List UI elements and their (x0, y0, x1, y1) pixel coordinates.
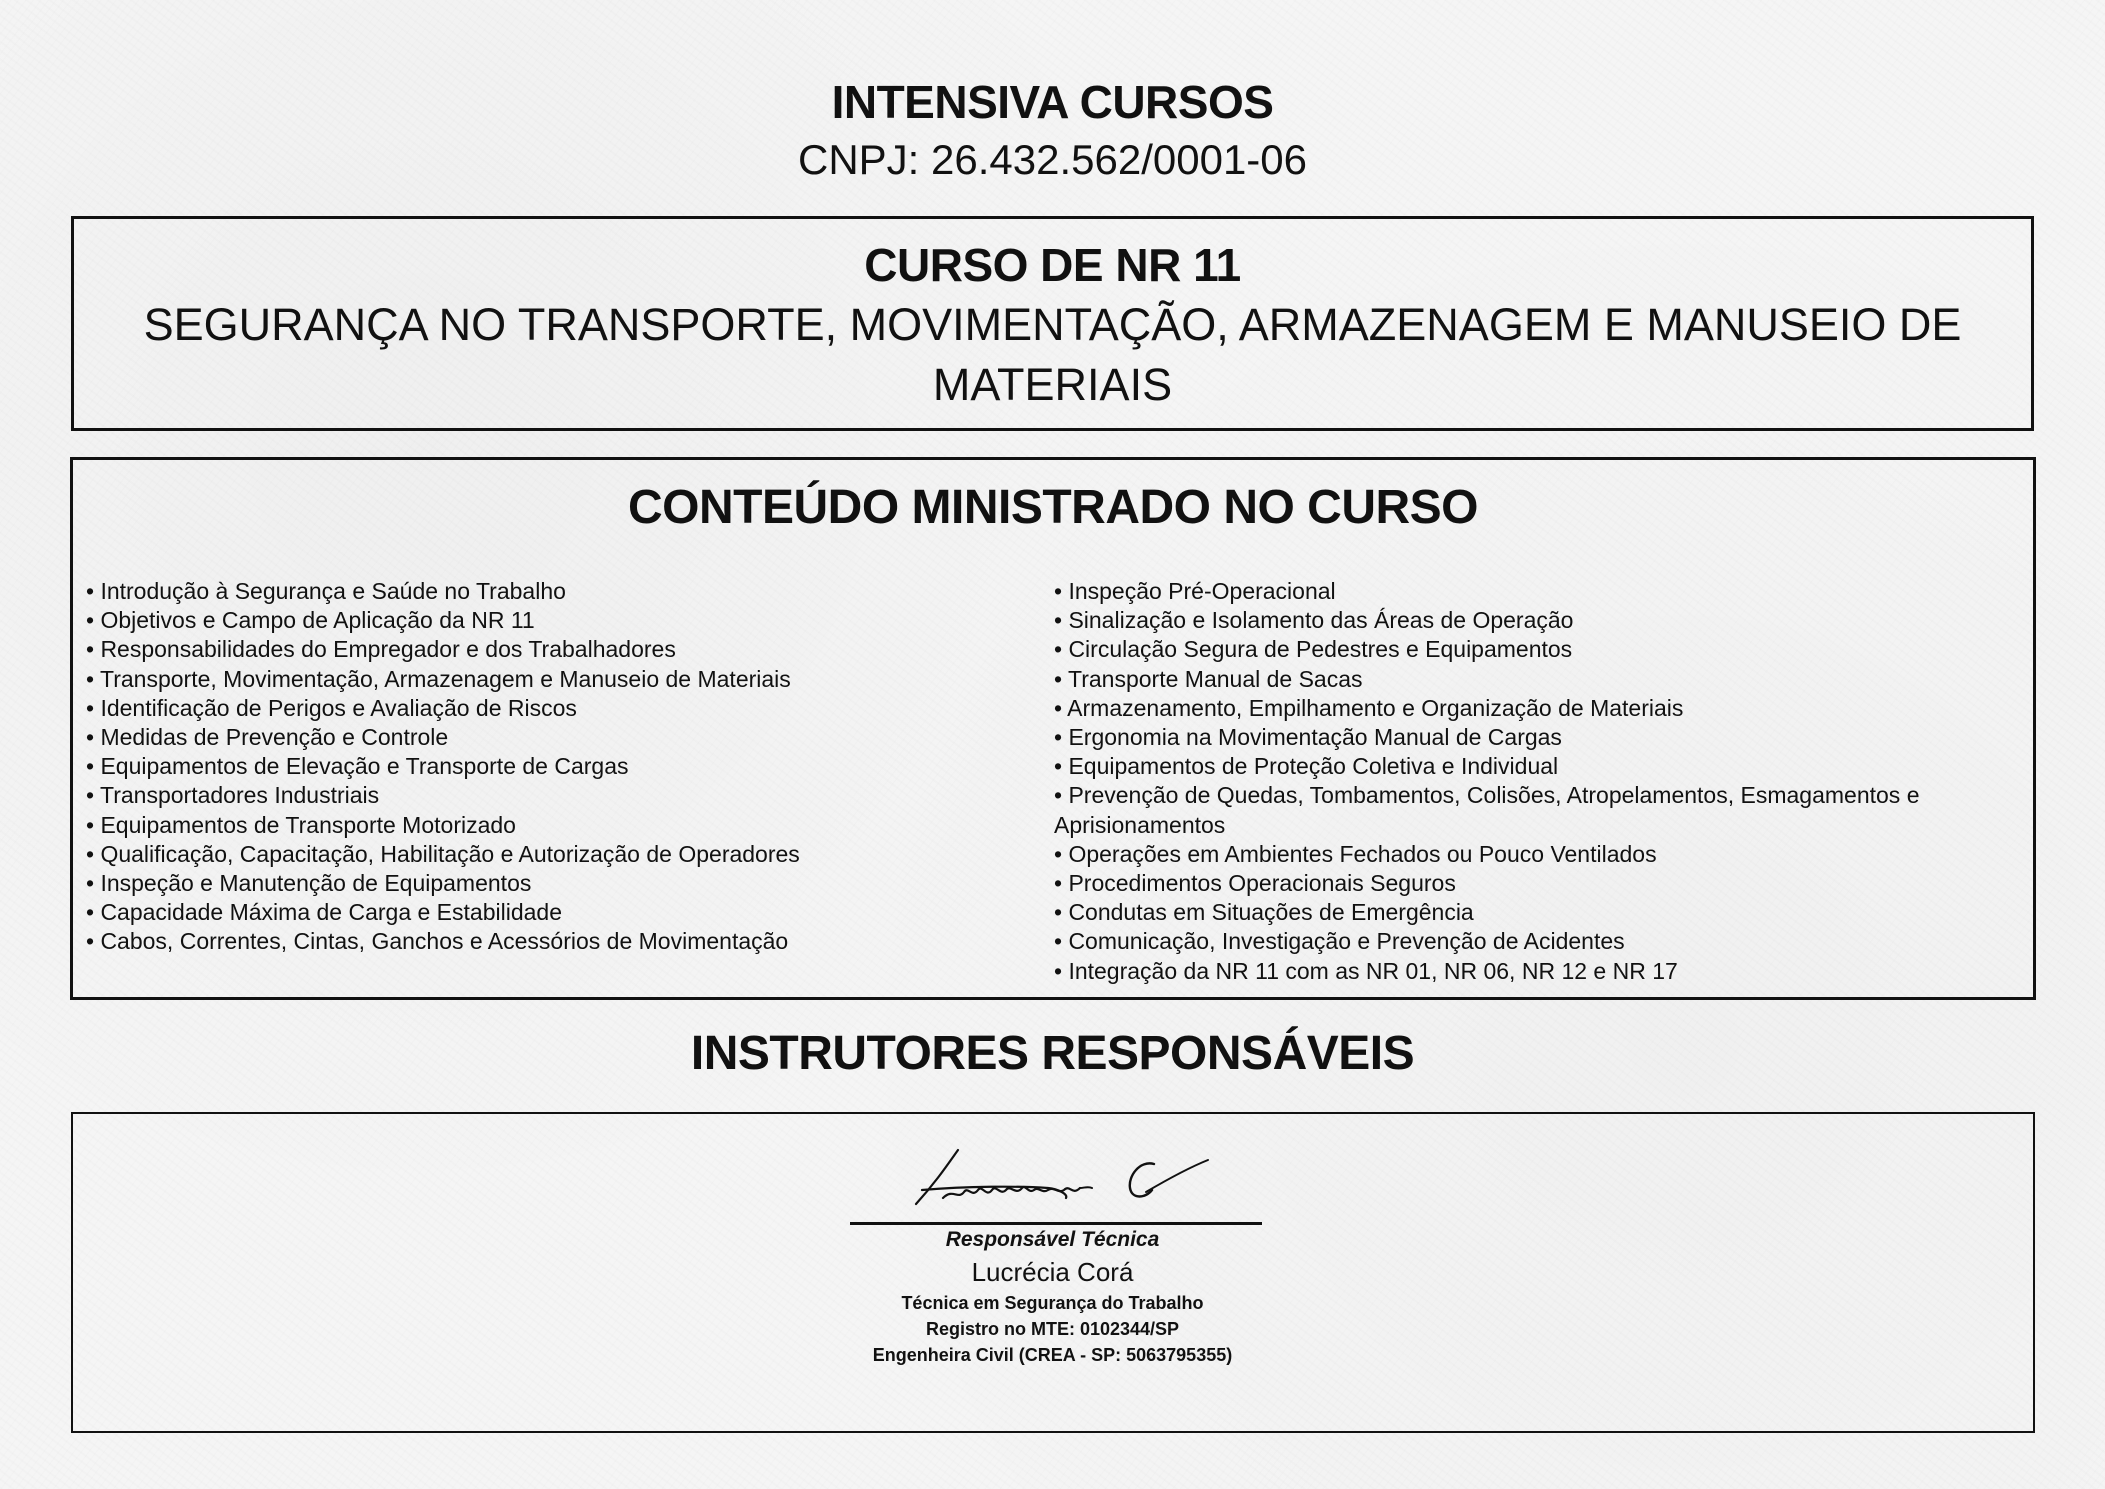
signer-engineering-registration: Engenheira Civil (CREA - SP: 5063795355) (872, 1345, 1233, 1365)
list-item: • Prevenção de Quedas, Tombamentos, Colisões, Atropelamentos, Esmagamentos e Aprisionamentos (1054, 782, 1920, 838)
company-cnpj: CNPJ: 26.432.562/0001-06 (797, 136, 1308, 183)
list-item: • Comunicação, Investigação e Prevenção de Acidentes (1054, 928, 1625, 955)
signature-line (850, 1222, 1262, 1225)
content-list-left (86, 577, 1046, 957)
list-item: • Objetivos e Campo de Aplicação da NR 11 (86, 607, 535, 634)
list-item: • Equipamentos de Proteção Coletiva e Individual (1054, 753, 1559, 780)
signer-role: Responsável Técnica (945, 1228, 1160, 1251)
list-item: • Integração da NR 11 com as NR 01, NR 06, NR 12 e NR 17 (1054, 957, 1678, 984)
list-item: • Operações em Ambientes Fechados ou Pouco Ventilados (1054, 840, 1657, 867)
signer-registration: Registro no MTE: 0102344/SP (925, 1319, 1180, 1339)
list-item: • Cabos, Correntes, Cintas, Ganchos e Acessórios de Movimentação (86, 928, 789, 955)
list-item: • Transporte Manual de Sacas (1054, 665, 1363, 692)
course-title: CURSO DE NR 11 (864, 239, 1241, 291)
content-list-right (1054, 577, 2014, 986)
company-name: INTENSIVA CURSOS (831, 76, 1274, 128)
list-item: • Capacidade Máxima de Carga e Estabilidade (86, 899, 562, 926)
list-item: • Introdução à Segurança e Saúde no Trabalho (86, 578, 566, 604)
signer-credential: Técnica em Segurança do Trabalho (901, 1293, 1204, 1313)
instructors-title: INSTRUTORES RESPONSÁVEIS (690, 1027, 1415, 1080)
list-item: • Transportadores Industriais (86, 782, 380, 809)
content-title: CONTEÚDO MINISTRADO NO CURSO (628, 481, 1478, 534)
list-item: • Inspeção Pré-Operacional (1054, 578, 1336, 604)
list-item: • Condutas em Situações de Emergência (1054, 899, 1474, 926)
header (0, 72, 2105, 190)
list-item: • Equipamentos de Transporte Motorizado (86, 811, 516, 838)
list-item: • Procedimentos Operacionais Seguros (1054, 870, 1456, 897)
course-subtitle: SEGURANÇA NO TRANSPORTE, MOVIMENTAÇÃO, ARMAZENAGEM E MANUSEIO DE MATERIAIS (143, 299, 1962, 410)
course-box (71, 216, 2034, 431)
list-item: • Armazenamento, Empilhamento e Organização de Materiais (1054, 694, 1684, 721)
list-item: • Responsabilidades do Empregador e dos Trabalhadores (86, 636, 676, 663)
list-item: • Sinalização e Isolamento das Áreas de Operação (1054, 607, 1574, 634)
list-item: • Circulação Segura de Pedestres e Equipamentos (1054, 636, 1573, 663)
list-item: • Transporte, Movimentação, Armazenagem e Manuseio de Materiais (86, 665, 791, 692)
list-item: • Identificação de Perigos e Avaliação de Riscos (86, 694, 577, 721)
handwritten-signature-icon (908, 1142, 1228, 1212)
list-item: • Inspeção e Manutenção de Equipamentos (86, 870, 532, 897)
list-item: • Medidas de Prevenção e Controle (86, 724, 449, 751)
list-item: • Qualificação, Capacitação, Habilitação e Autorização de Operadores (86, 840, 800, 867)
content-box (70, 457, 2036, 1000)
list-item: • Ergonomia na Movimentação Manual de Cargas (1054, 724, 1562, 751)
signer-name: Lucrécia Corá (971, 1257, 1134, 1287)
list-item: • Equipamentos de Elevação e Transporte de Cargas (86, 753, 629, 780)
